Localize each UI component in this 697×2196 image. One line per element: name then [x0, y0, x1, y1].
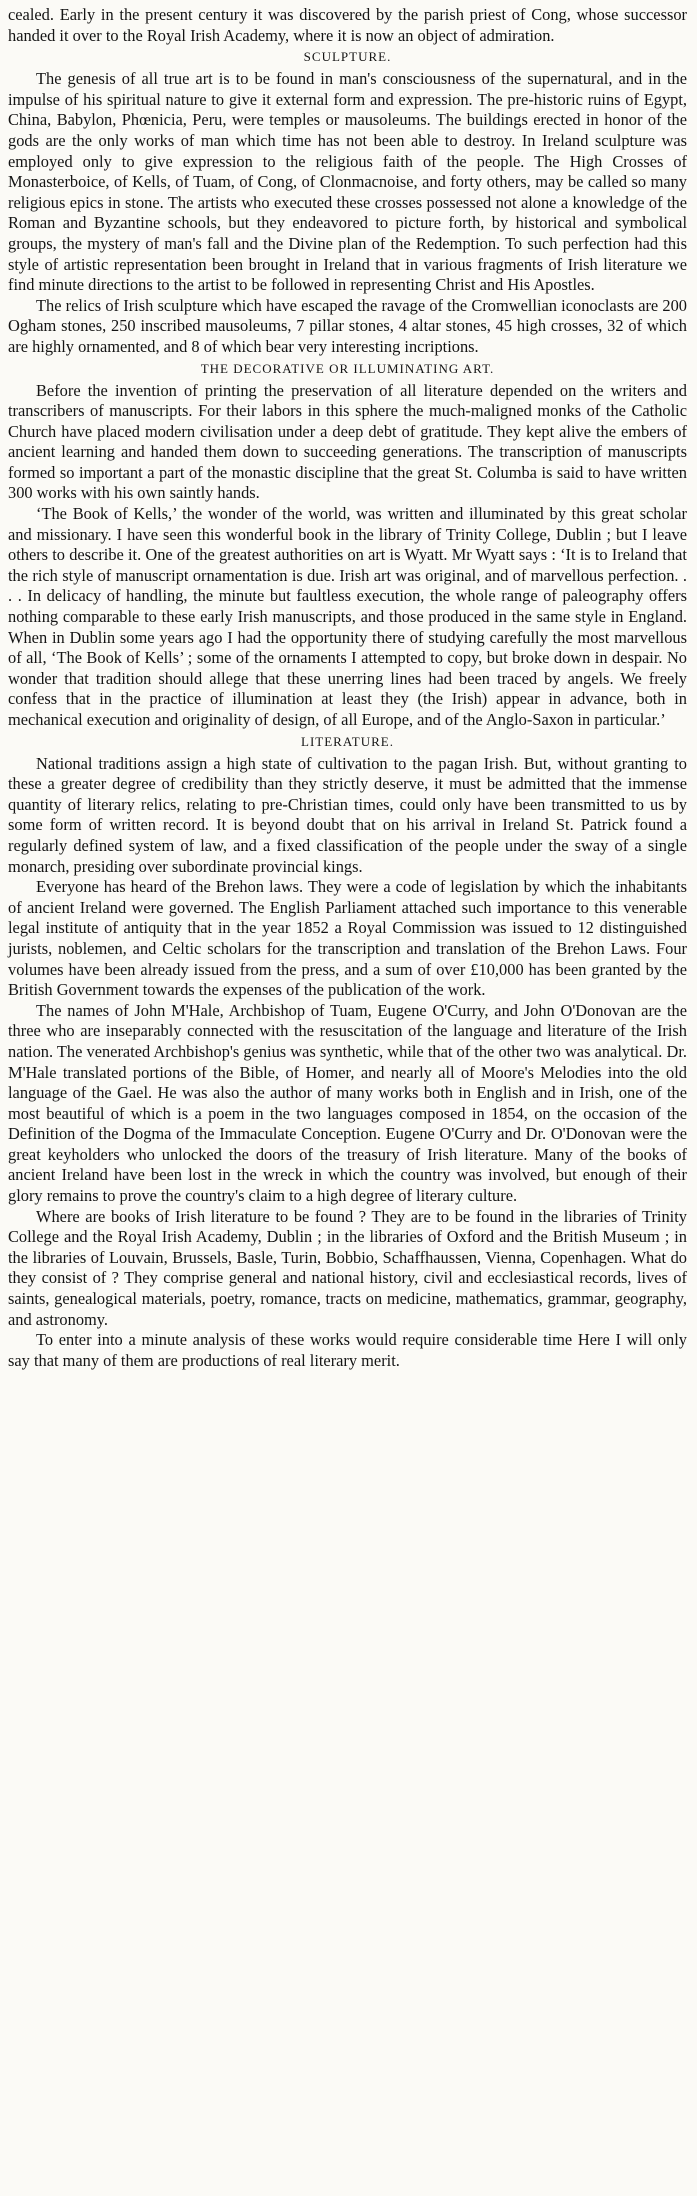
literature-paragraph-3: The names of John M'Hale, Archbishop of Tuam, Eugene O'Curry, and John O'Donovan are the three who are inseparably connected with the resuscitation of the language and literature of the Irish nation. The venerated Archbishop's genius was synthetic, while that of the other two was analytical. Dr. M'Hale translated portions of the Bible, of Homer, and nearly all of Moore's Melodies into the old language of the Gael. He was also the author of many works both in English and in Irish, one of the most beautiful of which is a poem in the two languages composed in 1854, on the occasion of the Definition of the Dogma of the Immaculate Conception. Eugene O'Curry and Dr. O'Donovan were the great keyholders who unlocked the doors of the treasury of Irish literature. Many of the books of ancient Ireland have been lost in the wreck in which the country was involved, but enough of their glory remains to prove the country's claim to a high degree of literary culture.	[8, 1000, 687, 1206]
section-heading-sculpture: SCULPTURE.	[303, 49, 392, 65]
literature-paragraph-4: Where are books of Irish literature to be found ? They are to be found in the libraries of Trinity College and the Royal Irish Academy, Dublin ; in the libraries of Oxford and the British Museum ; in the libraries of Louvain, Brussels, Basle, Turin, Bobbio, Schaffhaussen, Vienna, Copenhagen. What do they consist of ? They comprise general and national history, civil and ecclesiastical records, lives of saints, genealogical materials, poetry, romance, tracts on medicine, mathematics, grammar, geography, and astronomy.	[8, 1206, 687, 1329]
literature-paragraph-2: Everyone has heard of the Brehon laws. They were a code of legislation by which the inhabitants of ancient Ireland were governed. The English Parliament attached such importance to this venerable legal institute of antiquity that in the year 1852 a Royal Commission was issued to 12 distinguished jurists, noblemen, and Celtic scholars for the transcription and translation of the Brehon Laws. Four volumes have been already issued from the press, and a sum of over £10,000 has been granted by the British Government towards the expenses of the publication of the work.	[8, 877, 687, 1000]
intro-paragraph: cealed. Early in the present century it was discovered by the parish priest of Cong, whose successor handed it over to the Royal Irish Academy, where it is now an object of admiration.	[8, 5, 687, 45]
literature-paragraph-1: National traditions assign a high state of cultivation to the pagan Irish. But, without granting to these a greater degree of credibility than they strictly deserve, it must be admitted that the immense quantity of literary relics, relating to pre-Christian times, could only have been transmitted to us by some form of written record. It is beyond doubt that on his arrival in Ireland St. Patrick found a regularly defined system of law, and a fixed classification of the people under the sway of a single monarch, presiding over subordinate provincial kings.	[8, 753, 687, 876]
sculpture-paragraph-1: The genesis of all true art is to be found in man's consciousness of the supernatural, and in the impulse of his spiritual nature to give it external form and expression. The pre-historic ruins of Egypt, China, Babylon, Phœnicia, Peru, were temples or mausoleums. The buildings erected in honor of the gods are the only works of man which time has not been able to destroy. In Ireland sculpture was employed only to give expression to the religious faith of the people. The High Crosses of Monasterboice, of Kells, of Tuam, of Cong, of Clonmacnoise, and forty others, may be called so many religious epics in stone. The artists who executed these crosses possessed not alone a knowledge of the Roman and Byzantine schools, but they endeavored to picture forth, by historical and symbolical groups, the mystery of man's fall and the Divine plan of the Redemption. To such perfection had this style of artistic representation been brought in Ireland that in various fragments of Irish literature we find minute directions to the artist to be followed in representing Christ and His Apostles.	[8, 69, 687, 295]
decorative-paragraph-2: ‘The Book of Kells,’ the wonder of the world, was written and illuminated by this great scholar and missionary. I have seen this wonderful book in the library of Trinity College, Dublin ; but I leave others to describe it. One of the greatest authorities on art is Wyatt. Mr Wyatt says : ‘It is to Ireland that the rich style of manuscript ornamentation is due. Irish art was original, and of marvellous perfection. . . . In delicacy of handling, the minute but faultless execution, the whole range of paleography offers nothing comparable to these early Irish manuscripts, and those produced in the same style in England. When in Dublin some years ago I had the opportunity there of studying carefully the most marvellous of all, ‘The Book of Kells’ ; some of the ornaments I attempted to copy, but broke down in despair. No wonder that tradition should allege that these unerring lines had been traced by angels. We freely confess that in the practice of illumination at least they (the Irish) appear in advance, both in mechanical execution and originality of design, of all Europe, and of the Anglo-Saxon in particular.’	[8, 504, 687, 729]
sculpture-paragraph-2: The relics of Irish sculpture which have escaped the ravage of the Cromwellian iconoclasts are 200 Ogham stones, 250 inscribed mausoleums, 7 pillar stones, 4 altar stones, 45 high crosses, 32 of which are highly ornamented, and 8 of which bear very interesting incriptions.	[8, 295, 687, 356]
section-heading-decorative: THE DECORATIVE OR ILLUMINATING ART.	[200, 360, 495, 376]
decorative-paragraph-1: Before the invention of printing the preservation of all literature depended on the writers and transcribers of manuscripts. For their labors in this sphere the much-maligned monks of the Catholic Church have placed modern civilisation under a deep debt of gratitude. They kept alive the embers of ancient learning and handed them down to succeeding generations. The transcription of manuscripts formed so important a part of the monastic discipline that the great St. Columba is said to have written 300 works with his own saintly hands.	[8, 380, 687, 503]
literature-paragraph-5: To enter into a minute analysis of these works would require considerable time Here I will only say that many of them are productions of real literary merit.	[8, 1330, 687, 1370]
section-heading-literature: LITERATURE.	[301, 733, 394, 749]
